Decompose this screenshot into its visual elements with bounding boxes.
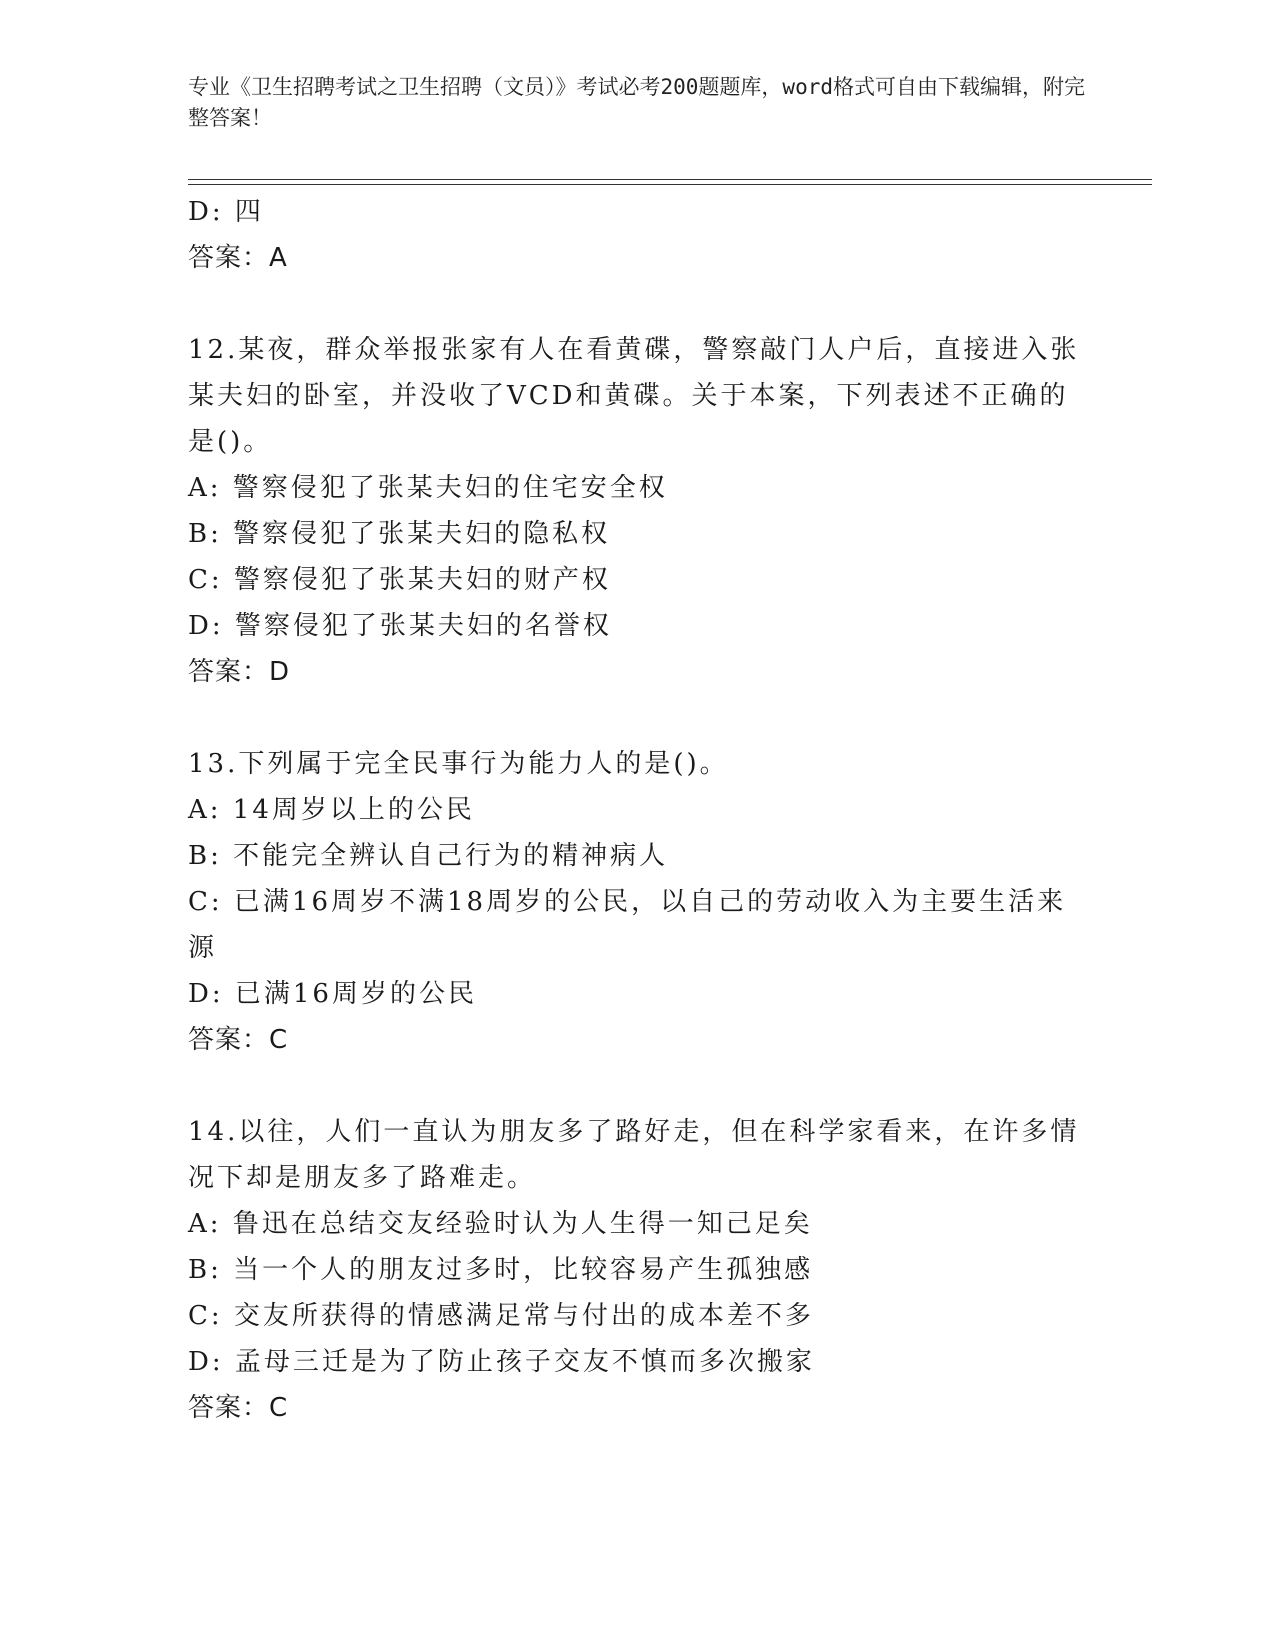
q12-option-a: A: 警察侵犯了张某夫妇的住宅安全权 (188, 473, 668, 503)
q12-answer: 答案：D (188, 657, 291, 687)
q13-answer: 答案：C (188, 1025, 289, 1055)
question-12 (188, 327, 1088, 695)
prev-option-d: D: 四 (188, 197, 264, 227)
q12-option-d: D: 警察侵犯了张某夫妇的名誉权 (188, 611, 612, 641)
q13-option-b: B: 不能完全辨认自己行为的精神病人 (188, 841, 669, 871)
spacer (188, 1063, 1088, 1109)
q13-option-d: D: 已满16周岁的公民 (188, 979, 477, 1009)
q13-stem: 13.下列属于完全民事行为能力人的是()。 (188, 749, 729, 779)
question-14 (188, 1109, 1088, 1431)
q13-option-c-line-1: C: 已满16周岁不满18周岁的公民，以自己的劳动收入为主要生活来 (188, 887, 1067, 917)
header-divider-top (188, 179, 1152, 180)
q14-option-a: A: 鲁迅在总结交友经验时认为人生得一知己足矣 (188, 1209, 813, 1239)
q12-stem-line-3: 是()。 (188, 427, 273, 457)
q12-stem-line-2: 某夫妇的卧室，并没收了VCD和黄碟。关于本案，下列表述不正确的 (188, 381, 1069, 411)
spacer (188, 281, 1088, 327)
q12-option-b: B: 警察侵犯了张某夫妇的隐私权 (188, 519, 611, 549)
header-title: 专业《卫生招聘考试之卫生招聘（文员）》考试必考200题题库，word格式可自由下载编辑，附完整答案！ (188, 75, 1085, 130)
q14-option-c: C: 交友所获得的情感满足常与付出的成本差不多 (188, 1301, 814, 1331)
q14-stem-line-2: 况下却是朋友多了路难走。 (188, 1163, 537, 1193)
question-13 (188, 741, 1088, 1063)
q12-option-c: C: 警察侵犯了张某夫妇的财产权 (188, 565, 611, 595)
header-divider-bottom (188, 184, 1152, 185)
document-header (188, 72, 1088, 134)
q14-answer: 答案：C (188, 1393, 289, 1423)
q14-option-d: D: 孟母三迁是为了防止孩子交友不慎而多次搬家 (188, 1347, 815, 1377)
spacer (188, 695, 1088, 741)
prev-answer: 答案：A (188, 243, 288, 273)
q14-option-b: B: 当一个人的朋友过多时，比较容易产生孤独感 (188, 1255, 814, 1285)
q12-stem-line-1: 12.某夜，群众举报张家有人在看黄碟，警察敲门人户后，直接进入张 (188, 335, 1080, 365)
q14-stem-line-1: 14.以往，人们一直认为朋友多了路好走，但在科学家看来，在许多情 (188, 1117, 1080, 1147)
q13-option-a: A: 14周岁以上的公民 (188, 795, 475, 825)
q13-option-c-line-2: 源 (188, 933, 218, 963)
document-body (188, 189, 1088, 1431)
